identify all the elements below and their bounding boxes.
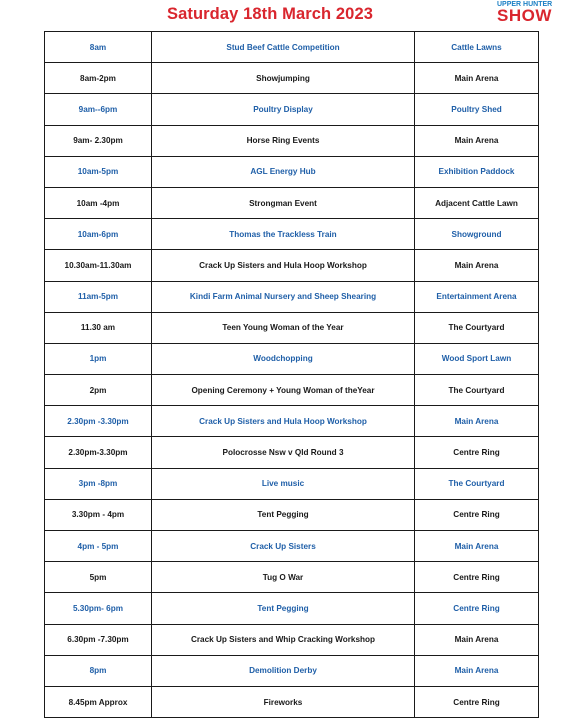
table-row	[45, 562, 539, 593]
table-row	[45, 63, 539, 94]
location-cell: Centre Ring	[415, 499, 539, 530]
time-cell: 10.30am-11.30am	[45, 250, 152, 281]
event-cell: Kindi Farm Animal Nursery and Sheep Shearing	[152, 281, 415, 312]
table-row	[45, 437, 539, 468]
location-cell: Cattle Lawns	[415, 32, 539, 63]
table-row	[45, 187, 539, 218]
table-row	[45, 156, 539, 187]
location-cell: Centre Ring	[415, 437, 539, 468]
table-row	[45, 343, 539, 374]
table-row	[45, 32, 539, 63]
location-cell: Centre Ring	[415, 593, 539, 624]
table-row	[45, 94, 539, 125]
time-cell: 8am	[45, 32, 152, 63]
event-cell: Horse Ring Events	[152, 125, 415, 156]
time-cell: 5pm	[45, 562, 152, 593]
time-cell: 2.30pm -3.30pm	[45, 406, 152, 437]
location-cell: Main Arena	[415, 655, 539, 686]
location-cell: The Courtyard	[415, 375, 539, 406]
time-cell: 2pm	[45, 375, 152, 406]
event-cell: Crack Up Sisters and Hula Hoop Workshop	[152, 250, 415, 281]
time-cell: 9am- 2.30pm	[45, 125, 152, 156]
event-cell: Woodchopping	[152, 343, 415, 374]
table-row	[45, 531, 539, 562]
logo-show: SHOW	[497, 6, 552, 25]
event-cell: Polocrosse Nsw v Qld Round 3	[152, 437, 415, 468]
time-cell: 11am-5pm	[45, 281, 152, 312]
location-cell: Main Arena	[415, 125, 539, 156]
event-cell: Crack Up Sisters	[152, 531, 415, 562]
location-cell: Main Arena	[415, 63, 539, 94]
location-cell: Main Arena	[415, 406, 539, 437]
event-cell: Crack Up Sisters and Whip Cracking Workshop	[152, 624, 415, 655]
event-cell: Fireworks	[152, 686, 415, 717]
table-row	[45, 468, 539, 499]
event-cell: Tug O War	[152, 562, 415, 593]
location-cell: Poultry Shed	[415, 94, 539, 125]
time-cell: 10am-6pm	[45, 219, 152, 250]
event-cell: Strongman Event	[152, 187, 415, 218]
time-cell: 9am--6pm	[45, 94, 152, 125]
time-cell: 3.30pm - 4pm	[45, 499, 152, 530]
event-cell: Opening Ceremony + Young Woman of theYear	[152, 375, 415, 406]
location-cell: Exhibition Paddock	[415, 156, 539, 187]
schedule-table	[44, 31, 539, 718]
show-logo	[497, 0, 580, 26]
event-cell: Showjumping	[152, 63, 415, 94]
location-cell: Main Arena	[415, 531, 539, 562]
table-row	[45, 593, 539, 624]
event-cell: Poultry Display	[152, 94, 415, 125]
location-cell: Main Arena	[415, 624, 539, 655]
event-cell: Demolition Derby	[152, 655, 415, 686]
time-cell: 8am-2pm	[45, 63, 152, 94]
event-cell: Live music	[152, 468, 415, 499]
page-title: Saturday 18th March 2023	[167, 5, 373, 23]
table-row	[45, 499, 539, 530]
table-row	[45, 281, 539, 312]
time-cell: 8pm	[45, 655, 152, 686]
schedule-body	[45, 32, 539, 718]
location-cell: Centre Ring	[415, 562, 539, 593]
time-cell: 1pm	[45, 343, 152, 374]
location-cell: Adjacent Cattle Lawn	[415, 187, 539, 218]
event-cell: Tent Pegging	[152, 499, 415, 530]
event-cell: Thomas the Trackless Train	[152, 219, 415, 250]
location-cell: The Courtyard	[415, 468, 539, 499]
time-cell: 11.30 am	[45, 312, 152, 343]
time-cell: 6.30pm -7.30pm	[45, 624, 152, 655]
logo-upper-hunter: UPPER HUNTER	[497, 1, 553, 7]
time-cell: 4pm - 5pm	[45, 531, 152, 562]
time-cell: 10am-5pm	[45, 156, 152, 187]
event-cell: Stud Beef Cattle Competition	[152, 32, 415, 63]
location-cell: Showground	[415, 219, 539, 250]
time-cell: 2.30pm-3.30pm	[45, 437, 152, 468]
time-cell: 3pm -8pm	[45, 468, 152, 499]
event-cell: AGL Energy Hub	[152, 156, 415, 187]
location-cell: Main Arena	[415, 250, 539, 281]
table-row	[45, 125, 539, 156]
table-row	[45, 375, 539, 406]
table-row	[45, 655, 539, 686]
time-cell: 8.45pm Approx	[45, 686, 152, 717]
location-cell: Entertainment Arena	[415, 281, 539, 312]
table-row	[45, 406, 539, 437]
event-cell: Teen Young Woman of the Year	[152, 312, 415, 343]
table-row	[45, 686, 539, 717]
location-cell: Wood Sport Lawn	[415, 343, 539, 374]
table-row	[45, 624, 539, 655]
event-cell: Tent Pegging	[152, 593, 415, 624]
table-row	[45, 312, 539, 343]
time-cell: 10am -4pm	[45, 187, 152, 218]
event-cell: Crack Up Sisters and Hula Hoop Workshop	[152, 406, 415, 437]
table-row	[45, 250, 539, 281]
location-cell: The Courtyard	[415, 312, 539, 343]
table-row	[45, 219, 539, 250]
time-cell: 5.30pm- 6pm	[45, 593, 152, 624]
location-cell: Centre Ring	[415, 686, 539, 717]
